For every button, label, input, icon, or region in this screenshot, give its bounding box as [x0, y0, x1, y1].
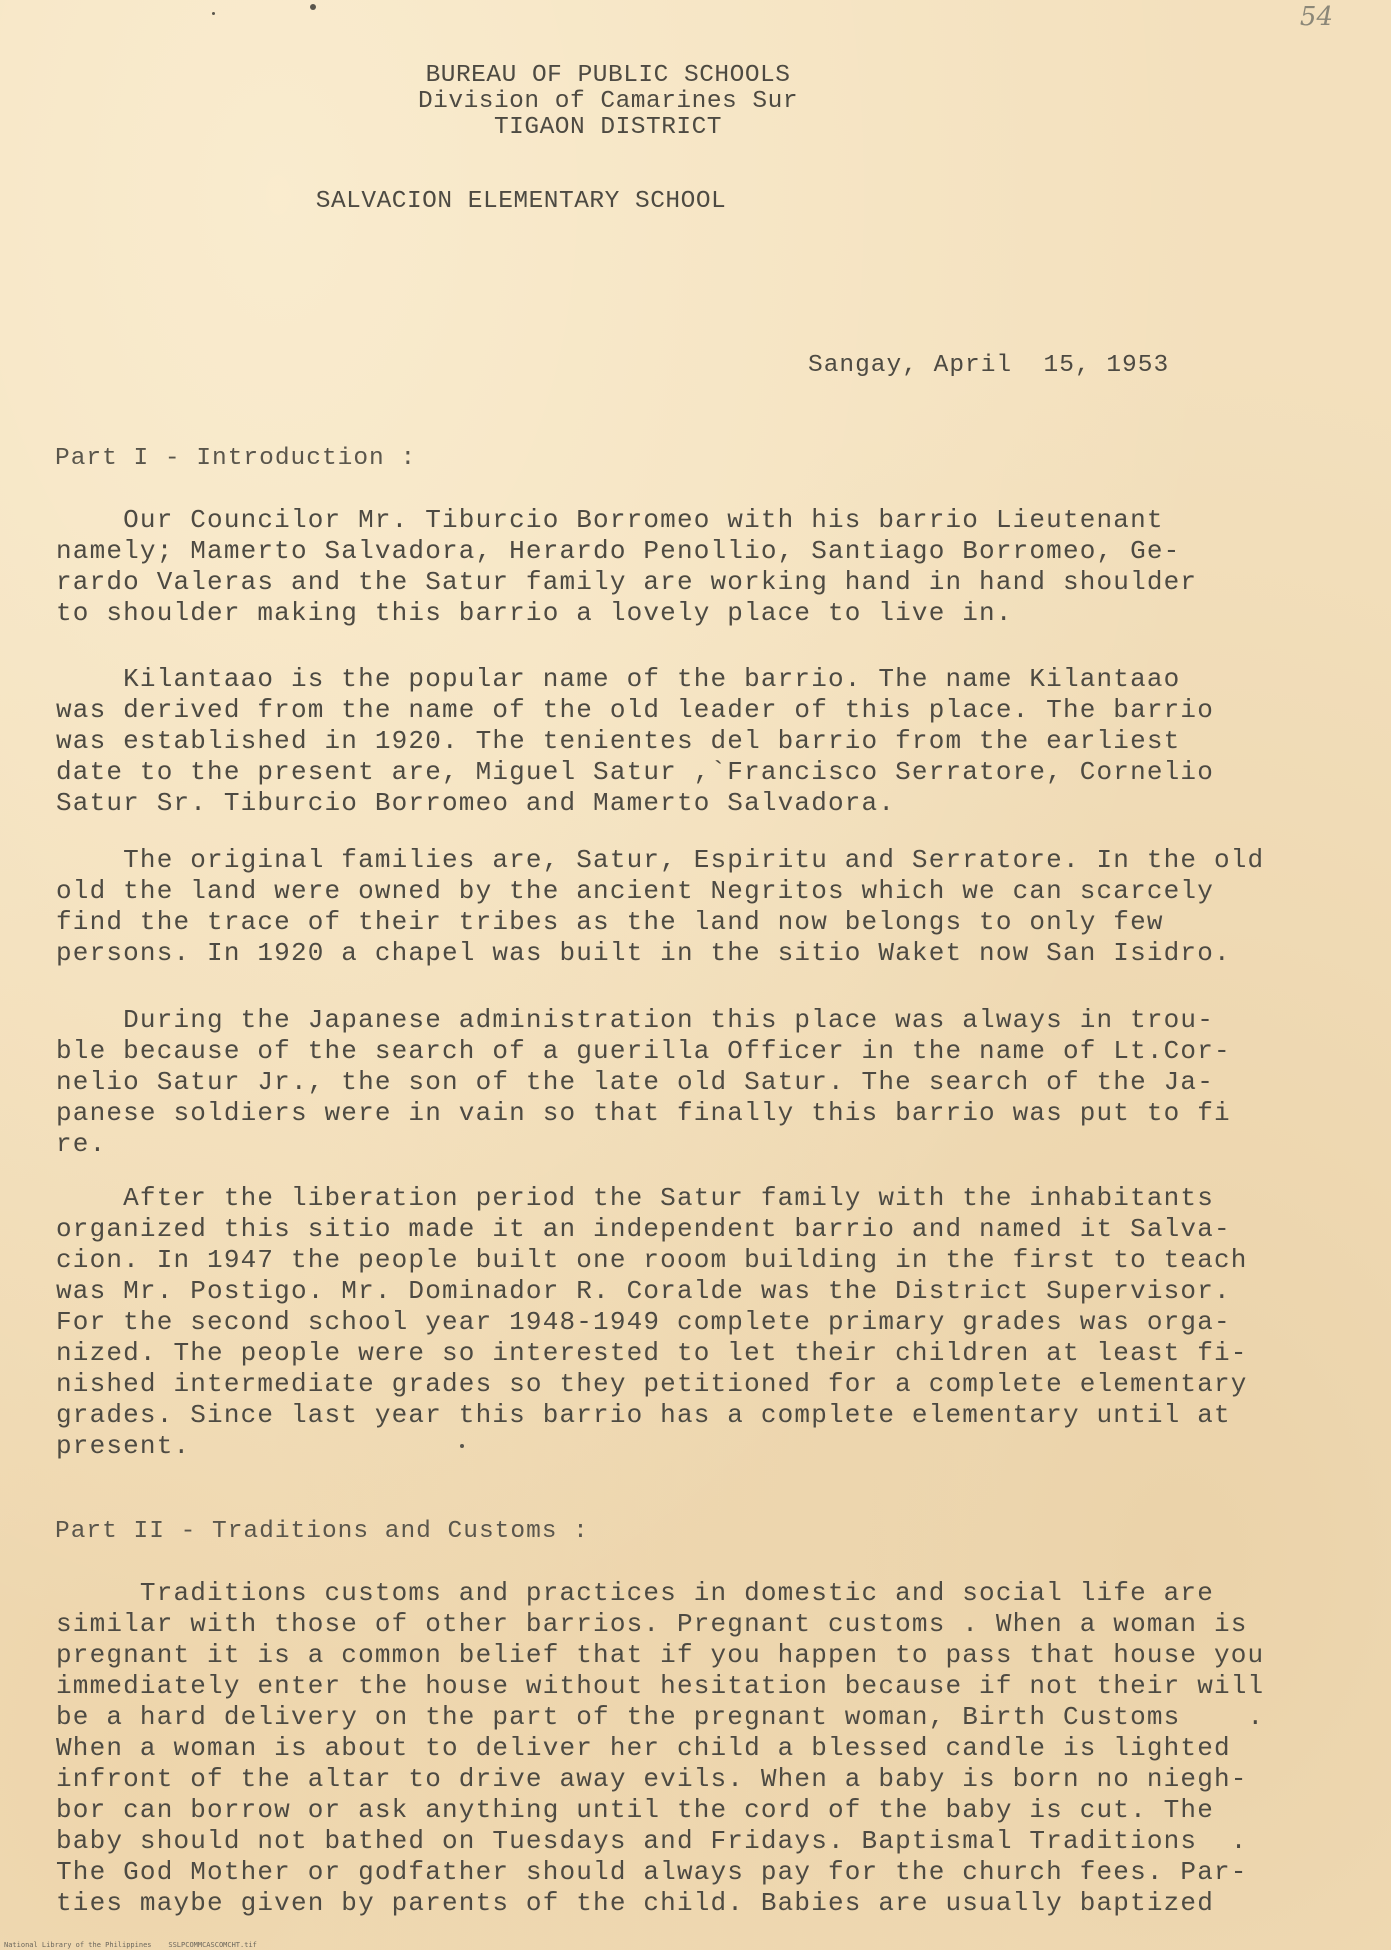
text-line: be a hard delivery on the part of the pregnant woman, Birth Customs . — [56, 1702, 1265, 1732]
text-line: Kilantaao is the popular name of the barrio. The name Kilantaao — [56, 664, 1181, 694]
text-line: nished intermediate grades so they petitioned for a complete elementary — [56, 1369, 1248, 1399]
text-line: pregnant it is a common belief that if you happen to pass that house you — [56, 1640, 1265, 1670]
paragraph — [56, 845, 1264, 969]
text-line: ties maybe given by parents of the child. Babies are usually baptized — [56, 1888, 1214, 1918]
text-line: organized this sitio made it an independent barrio and named it Salva- — [56, 1214, 1231, 1244]
text-line: bor can borrow or ask anything until the cord of the baby is cut. The — [56, 1795, 1214, 1825]
text-line: rardo Valeras and the Satur family are working hand in hand shoulder — [56, 567, 1198, 597]
text-line: to shoulder making this barrio a lovely place to live in. — [56, 598, 1013, 628]
bureau-heading: BUREAU OF PUBLIC SCHOOLS — [425, 62, 791, 89]
speck — [460, 1444, 464, 1448]
file-label: SSLPCOMMCASCOMCHT.tif — [168, 1941, 257, 1949]
text-line: Traditions customs and practices in domestic and social life are — [56, 1578, 1214, 1608]
text-line: infront of the altar to drive away evils. When a baby is born no niegh- — [56, 1764, 1248, 1794]
text-line: During the Japanese administration this place was always in trou- — [56, 1005, 1214, 1035]
text-line: The original families are, Satur, Espiritu and Serratore. In the old — [56, 845, 1265, 875]
paragraph — [56, 1578, 1264, 1919]
text-line: date to the present are, Miguel Satur ,`Francisco Serratore, Cornelio — [56, 757, 1214, 787]
text-line: persons. In 1920 a chapel was built in the sitio Waket now San Isidro. — [56, 938, 1231, 968]
text-line: baby should not bathed on Tuesdays and Fridays. Baptismal Traditions . — [56, 1826, 1248, 1856]
archive-footer — [0, 1940, 257, 1950]
text-line: present. — [56, 1431, 191, 1461]
paragraph — [56, 505, 1197, 629]
text-line: immediately enter the house without hesitation because if not their will — [56, 1671, 1265, 1701]
text-line: was derived from the name of the old leader of this place. The barrio — [56, 695, 1214, 725]
division-heading: Division of Camarines Sur — [417, 88, 799, 115]
text-line: grades. Since last year this barrio has a complete elementary until at — [56, 1400, 1231, 1430]
page-number: 54 — [1299, 2, 1333, 32]
text-line: Satur Sr. Tiburcio Borromeo and Mamerto Salvadora. — [56, 788, 896, 818]
text-line: For the second school year 1948-1949 complete primary grades was orga- — [56, 1307, 1231, 1337]
paragraph — [56, 1005, 1231, 1160]
text-line: similar with those of other barrios. Pregnant customs . When a woman is — [56, 1609, 1248, 1639]
text-line: The God Mother or godfather should always pay for the church fees. Par- — [56, 1857, 1248, 1887]
text-line: was Mr. Postigo. Mr. Dominador R. Coralde was the District Supervisor. — [56, 1276, 1231, 1306]
paragraph — [56, 664, 1214, 819]
dateline: Sangay, April 15, 1953 — [808, 352, 1170, 379]
text-line: re. — [56, 1129, 107, 1159]
text-line: nized. The people were so interested to let their children at least fi- — [56, 1338, 1248, 1368]
text-line: panese soldiers were in vain so that finally this barrio was put to fi — [56, 1098, 1231, 1128]
paragraph — [56, 1183, 1248, 1462]
text-line: nelio Satur Jr., the son of the late old Satur. The search of the Ja- — [56, 1067, 1214, 1097]
text-line: find the trace of their tribes as the land now belongs to only few — [56, 907, 1164, 937]
part1-heading: Part I - Introduction : — [55, 445, 417, 472]
text-line: old the land were owned by the ancient Negritos which we can scarcely — [56, 876, 1214, 906]
district-heading: TIGAON DISTRICT — [493, 114, 723, 141]
text-line: ble because of the search of a guerilla Officer in the name of Lt.Cor- — [56, 1036, 1231, 1066]
school-heading: SALVACION ELEMENTARY SCHOOL — [315, 188, 727, 215]
text-line: After the liberation period the Satur family with the inhabitants — [56, 1183, 1214, 1213]
speck — [212, 12, 215, 15]
text-line: cion. In 1947 the people built one rooom building in the first to teach — [56, 1245, 1248, 1275]
part2-heading: Part II - Traditions and Customs : — [55, 1518, 589, 1545]
text-line: was established in 1920. The tenientes del barrio from the earliest — [56, 726, 1181, 756]
archive-label: National Library of the Philippines — [4, 1941, 152, 1949]
text-line: namely; Mamerto Salvadora, Herardo Penollio, Santiago Borromeo, Ge- — [56, 536, 1181, 566]
text-line: Our Councilor Mr. Tiburcio Borromeo with his barrio Lieutenant — [56, 505, 1164, 535]
text-line: When a woman is about to deliver her child a blessed candle is lighted — [56, 1733, 1231, 1763]
speck — [310, 4, 316, 10]
